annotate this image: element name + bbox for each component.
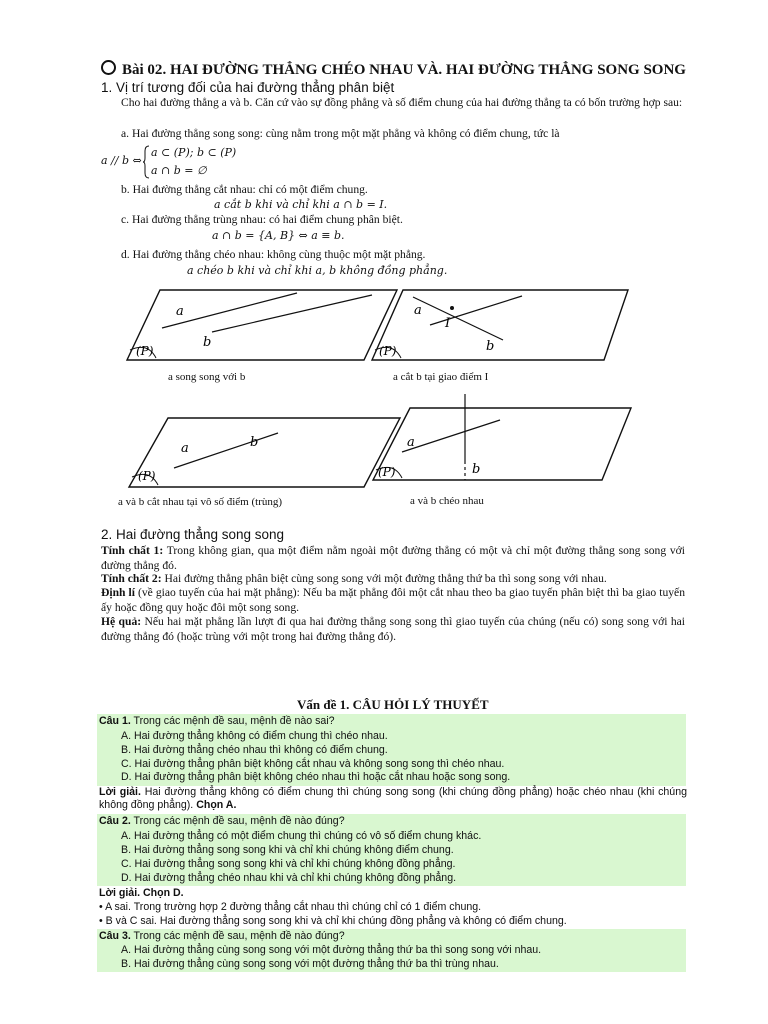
question-1 [99, 715, 335, 728]
label-b: b [486, 339, 495, 354]
question-2 [99, 815, 345, 828]
property-1-text: Trong không gian, qua một điểm nằm ngoài một đường thẳng có một và chỉ một đường thẳng song song với đường thẳng đó. [101, 544, 685, 572]
question-2-label: Câu 2. [99, 815, 131, 827]
figure-parallel [127, 290, 397, 360]
circle-bullet-icon [101, 60, 116, 75]
solution-1-answer: Chọn A. [193, 798, 237, 811]
q3-option-b: B. Hai đường thẳng cùng song song với một đường thẳng thứ ba thì trùng nhau. [121, 958, 499, 970]
section1-heading: 1. Vị trí tương đối của hai đường thẳng phân biệt [101, 80, 395, 95]
q2-option-c: C. Hai đường thẳng song song khi và chỉ khi chúng không đồng phẳng. [121, 858, 456, 870]
caption-skew: a và b chéo nhau [410, 495, 484, 507]
page-title [101, 60, 721, 79]
question-3 [99, 930, 345, 943]
q1-option-c: C. Hai đường thẳng phân biệt không cắt nhau và không song song thì chéo nhau. [121, 758, 505, 770]
item-b: b. Hai đường thẳng cắt nhau: chỉ có một điểm chung. [121, 183, 368, 196]
property-2-label: Tính chất 2: [101, 572, 162, 585]
q1-option-d: D. Hai đường thẳng phân biệt không chéo nhau thì hoặc cắt nhau hoặc song song. [121, 771, 511, 783]
corollary [101, 615, 685, 644]
q2-option-b: B. Hai đường thẳng song song khi và chỉ khi chúng không điểm chung. [121, 844, 454, 856]
line-b [413, 297, 503, 340]
question-3-label: Câu 3. [99, 930, 131, 942]
q2-option-a: A. Hai đường thẳng có một điểm chung thì chúng có vô số điểm chung khác. [121, 830, 482, 842]
item-c: c. Hai đường thẳng trùng nhau: có hai điểm chung phân biệt. [121, 213, 403, 226]
question-1-label: Câu 1. [99, 715, 131, 727]
question-1-text: Trong các mệnh đề sau, mệnh đề nào sai? [130, 715, 335, 727]
title-main: . HAI ĐƯỜNG THẲNG CHÉO NHAU VÀ. HAI ĐƯỜNG THẲNG SONG SONG [162, 62, 686, 78]
label-a: a [414, 303, 422, 318]
item-a: a. Hai đường thẳng song song: cùng nằm trong một mặt phẳng và không có điểm chung, tức là [121, 127, 560, 140]
solution-1-label: Lời giải. [99, 786, 141, 798]
property-1-label: Tính chất 1: [101, 544, 164, 557]
solution-2-label: Lời giải. Chọn D. [99, 887, 184, 899]
section1-intro: Cho hai đường thẳng a và b. Căn cứ vào sự đồng phẳng và số điểm chung của hai đường thẳng ta có bốn trường hợp sau: [121, 96, 683, 109]
figures [100, 280, 700, 520]
math-a-2: a ∩ b = ∅ [151, 164, 207, 177]
figure-skew [373, 394, 631, 480]
caption-parallel: a song song với b [168, 371, 246, 383]
item-d: d. Hai đường thẳng chéo nhau: không cùng thuộc một mặt phẳng. [121, 248, 426, 261]
corollary-text: Nếu hai mặt phẳng lần lượt đi qua hai đường thẳng song song thì giao tuyến của chúng (nếu có) song song với hai đường thẳng đó (hoặc trùng với một trong hai đường thẳng đó). [101, 615, 685, 643]
label-b: b [250, 435, 259, 450]
label-a: a [181, 441, 189, 456]
title-prefix: Bài 02 [122, 62, 163, 78]
section2-heading: 2. Hai đường thẳng song song [101, 527, 285, 542]
line-b [212, 295, 372, 332]
solution-2-bullet-2: • B và C sai. Hai đường thẳng song song khi và chỉ khi chúng đồng phẳng và không có điểm chung. [99, 915, 567, 927]
property-1 [101, 544, 685, 573]
line-a [402, 420, 500, 452]
theorem-label: Định lí [101, 586, 135, 599]
solution-2-bullet-1: • A sai. Trong trường hợp 2 đường thẳng cắt nhau thì chúng chỉ có 1 điểm chung. [99, 901, 482, 913]
item-c-math: a ∩ b = {A, B} ⇔ a ≡ b. [212, 229, 345, 242]
q1-option-a: A. Hai đường thẳng không có điểm chung thì chéo nhau. [121, 730, 388, 742]
caption-coincident: a và b cắt nhau tại vô số điểm (trùng) [118, 496, 283, 508]
plane-shape [127, 290, 397, 360]
question-3-text: Trong các mệnh đề sau, mệnh đề nào đúng? [130, 930, 345, 942]
property-2 [101, 572, 685, 587]
caption-intersecting: a cắt b tại giao điểm I [393, 371, 489, 383]
property-2-text: Hai đường thẳng phân biệt cùng song song với một đường thẳng thứ ba thì song song với nhau. [161, 572, 607, 585]
line-a [430, 296, 522, 325]
label-a: a [407, 435, 415, 450]
math-a-lhs: a // b ⇔ [101, 154, 142, 167]
math-a-1: a ⊂ (P); b ⊂ (P) [151, 146, 237, 159]
line-ab [174, 433, 278, 468]
label-b: b [203, 335, 212, 350]
item-d-math: a chéo b khi và chỉ khi a, b không đồng phẳng. [187, 264, 448, 277]
label-I: I [445, 316, 451, 331]
point-I [450, 306, 454, 310]
figure-intersecting [372, 290, 628, 360]
plane-shape [372, 290, 628, 360]
label-plane: (P) [379, 344, 397, 358]
q1-option-b: B. Hai đường thẳng chéo nhau thì không có điểm chung. [121, 744, 388, 756]
theorem [101, 586, 685, 615]
label-plane: (P) [136, 344, 154, 358]
brace-icon [142, 145, 150, 179]
plane-shape [129, 418, 400, 487]
label-a: a [176, 304, 184, 319]
q3-option-a: A. Hai đường thẳng cùng song song với một đường thẳng thứ ba thì song song với nhau. [121, 944, 542, 956]
solution-1 [99, 786, 687, 811]
figure-coincident [129, 418, 400, 487]
label-plane: (P) [378, 465, 396, 479]
q2-option-d: D. Hai đường thẳng chéo nhau khi và chỉ khi chúng không đồng phẳng. [121, 872, 457, 884]
item-b-math: a cắt b khi và chỉ khi a ∩ b = I. [214, 198, 388, 211]
solution-1-text: Hai đường thẳng không có điểm chung thì chúng song song (khi chúng đồng phẳng) hoặc chéo nhau (khi chúng không đồng phẳng). [99, 786, 687, 811]
problems-heading: Vấn đề 1. CÂU HỎI LÝ THUYẾT [297, 697, 489, 712]
label-b: b [472, 462, 481, 477]
question-2-text: Trong các mệnh đề sau, mệnh đề nào đúng? [130, 815, 345, 827]
corollary-label: Hệ quả: [101, 615, 142, 628]
label-plane: (P) [138, 469, 156, 483]
theorem-text: (về giao tuyến của hai mặt phẳng): Nếu ba mặt phẳng đôi một cắt nhau theo ba giao tuyến phân biệt thì ba giao tuyến ấy hoặc đồng quy hoặc đôi một song song. [101, 586, 685, 614]
